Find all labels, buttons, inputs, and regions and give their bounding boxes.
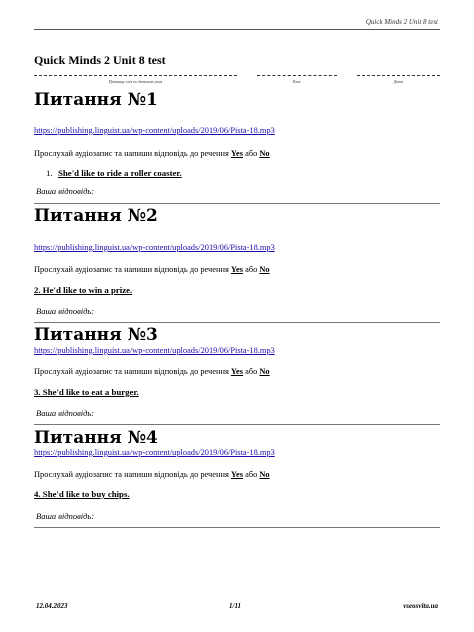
- question-2-answer-line[interactable]: [34, 322, 440, 323]
- class-caption: Клас: [292, 79, 302, 84]
- question-1-instruction: Прослухай аудіозапис та напиши відповідь до речення Yes або No: [34, 149, 270, 158]
- question-2-answer-label: Ваша відповідь:: [36, 306, 95, 316]
- footer-page-number: 1/11: [229, 602, 242, 610]
- question-4-answer-label: Ваша відповідь:: [36, 511, 95, 521]
- question-3-audio-link[interactable]: https://publishing.linguist.ua/wp-content/uploads/2019/06/Pista-18.mp3: [34, 346, 275, 355]
- class-field[interactable]: [257, 75, 337, 76]
- question-1-heading: Питання №1: [34, 90, 158, 110]
- footer-date: 12.04.2023: [36, 602, 68, 610]
- question-3-statement: 3. She'd like to eat a burger.: [34, 387, 139, 397]
- date-caption: Дата: [393, 79, 404, 84]
- student-name-field[interactable]: [34, 75, 237, 76]
- question-4-statement: 4. She'd like to buy chips.: [34, 489, 130, 499]
- question-2-heading: Питання №2: [34, 206, 158, 226]
- question-4-heading: Питання №4: [34, 428, 158, 448]
- question-3-heading: Питання №3: [34, 325, 158, 345]
- question-3-answer-label: Ваша відповідь:: [36, 408, 95, 418]
- question-1-audio-link[interactable]: https://publishing.linguist.ua/wp-content/uploads/2019/06/Pista-18.mp3: [34, 126, 275, 135]
- date-field[interactable]: [357, 75, 440, 76]
- question-1-answer-line[interactable]: [34, 203, 440, 204]
- question-3-instruction: Прослухай аудіозапис та напиши відповідь до речення Yes або No: [34, 367, 270, 376]
- question-4-instruction: Прослухай аудіозапис та напиши відповідь до речення Yes або No: [34, 470, 270, 479]
- footer-site: vseosvita.ua: [403, 602, 438, 610]
- question-3-answer-line[interactable]: [34, 424, 440, 425]
- student-name-caption: Прізвище ім'я по батькові учня: [108, 79, 163, 84]
- question-2-statement: 2. He'd like to win a prize.: [34, 285, 133, 295]
- question-4-answer-line[interactable]: [34, 527, 440, 528]
- question-2-instruction: Прослухай аудіозапис та напиши відповідь до речення Yes або No: [34, 265, 270, 274]
- document-title: Quick Minds 2 Unit 8 test: [34, 53, 166, 67]
- question-4-audio-link[interactable]: https://publishing.linguist.ua/wp-content/uploads/2019/06/Pista-18.mp3: [34, 448, 275, 457]
- question-2-audio-link[interactable]: https://publishing.linguist.ua/wp-content/uploads/2019/06/Pista-18.mp3: [34, 243, 275, 252]
- question-1-statement: She'd like to ride a roller coaster.: [58, 168, 182, 178]
- running-header: Quick Minds 2 Unit 8 test: [365, 18, 438, 26]
- question-1-answer-label: Ваша відповідь:: [36, 186, 95, 196]
- header-divider: [34, 29, 440, 30]
- question-1-number: 1.: [46, 168, 53, 178]
